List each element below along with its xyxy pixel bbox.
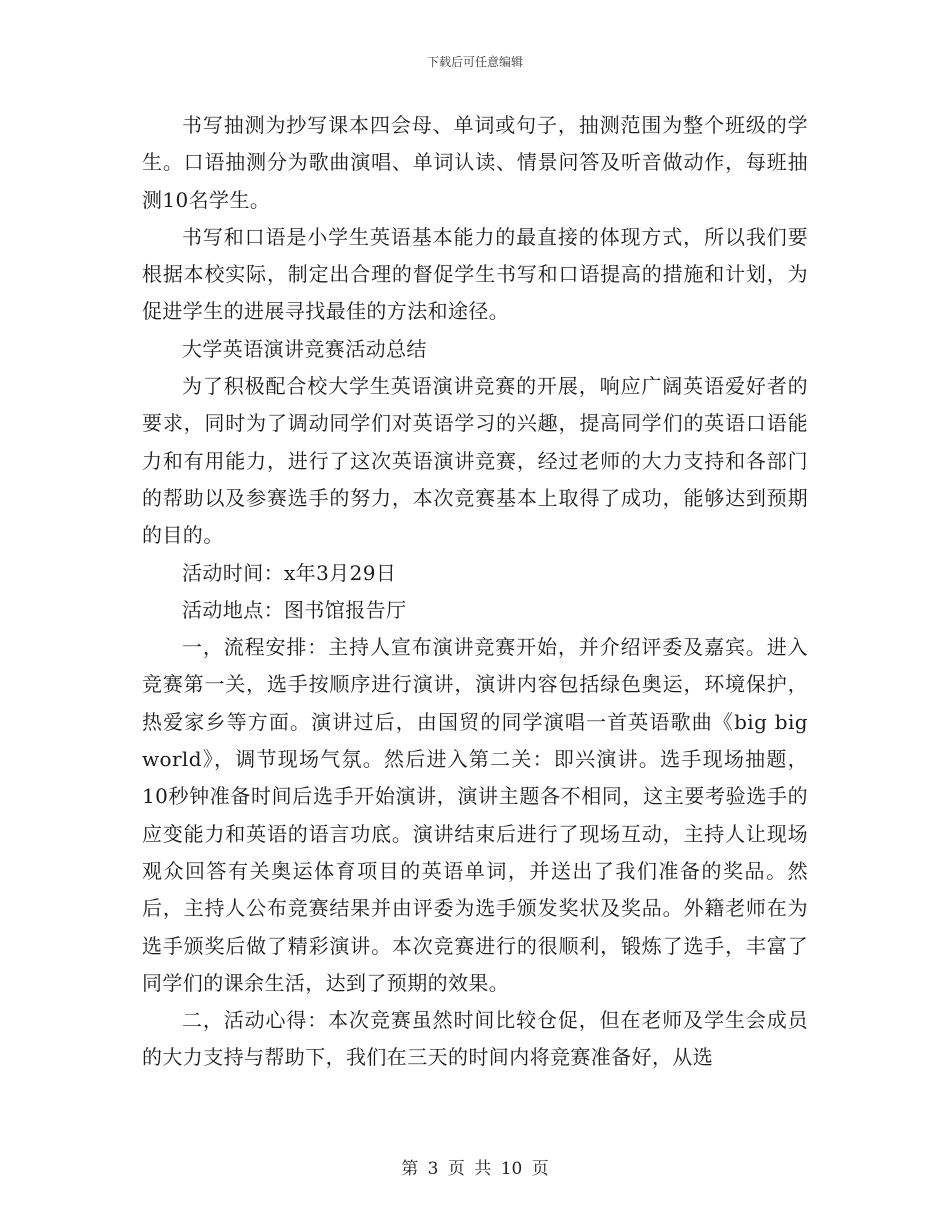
paragraph: 书写抽测为抄写课本四会母、单词或句子，抽测范围为整个班级的学生。口语抽测分为歌曲演唱、单词认读、情景问答及听音做动作，每班抽测10名学生。 [142,113,808,212]
page-header: 下载后可任意编辑 [426,55,523,69]
paragraph: 二，活动心得：本次竞赛虽然时间比较仓促，但在老师及学生会成员的大力支持与帮助下，我们在三天的时间内将竞赛准备好，从选 [142,1008,808,1070]
paragraph: 书写和口语是小学生英语基本能力的最直接的体现方式，所以我们要根据本校实际，制定出合理的督促学生书写和口语提高的措施和计划，为促进学生的进展寻找最佳的方法和途径。 [142,224,808,324]
page-footer: 第 3 页 共 10 页 [401,1159,549,1179]
paragraph: 为了积极配合校大学生英语演讲竞赛的开展，响应广阔英语爱好者的要求，同时为了调动同学们对英语学习的兴趣，提高同学们的英语口语能力和有用能力，进行了这次英语演讲竞赛，经过老师的大力支持和各部门的帮助以及参赛选手的努力，本次竞赛基本上取得了成功，能够达到预期的目的。 [142,374,808,548]
activity-time: 活动时间：x年3月29日 [182,560,397,585]
paragraph: 一，流程安排：主持人宣布演讲竞赛开始，并介绍评委及嘉宾。进入竞赛第一关，选手按顺序进行演讲，演讲内容包括绿色奥运，环境保护，热爱家乡等方面。演讲过后，由国贸的同学演唱一首英语歌曲《big big world》，调节现场气氛。然后进入第二关：即兴演讲。选手现场抽题，10秒钟准备时间后选手开始演讲，演讲主题各不相同，这主要考验选手的应变能力和英语的语言功底。演讲结束后进行了现场互动，主持人让现场观众回答有关奥运体育项目的英语单词，并送出了我们准备的奖品。然后，主持人公布竞赛结果并由评委为选手颁发奖状及奖品。外籍老师在为选手颁奖后做了精彩演讲。本次竞赛进行的很顺利，锻炼了选手，丰富了同学们的课余生活，达到了预期的效果。 [142,635,808,995]
section-title: 大学英语演讲竞赛活动总结 [182,336,427,361]
document-body [142,107,808,1077]
activity-location: 活动地点：图书馆报告厅 [182,597,407,622]
